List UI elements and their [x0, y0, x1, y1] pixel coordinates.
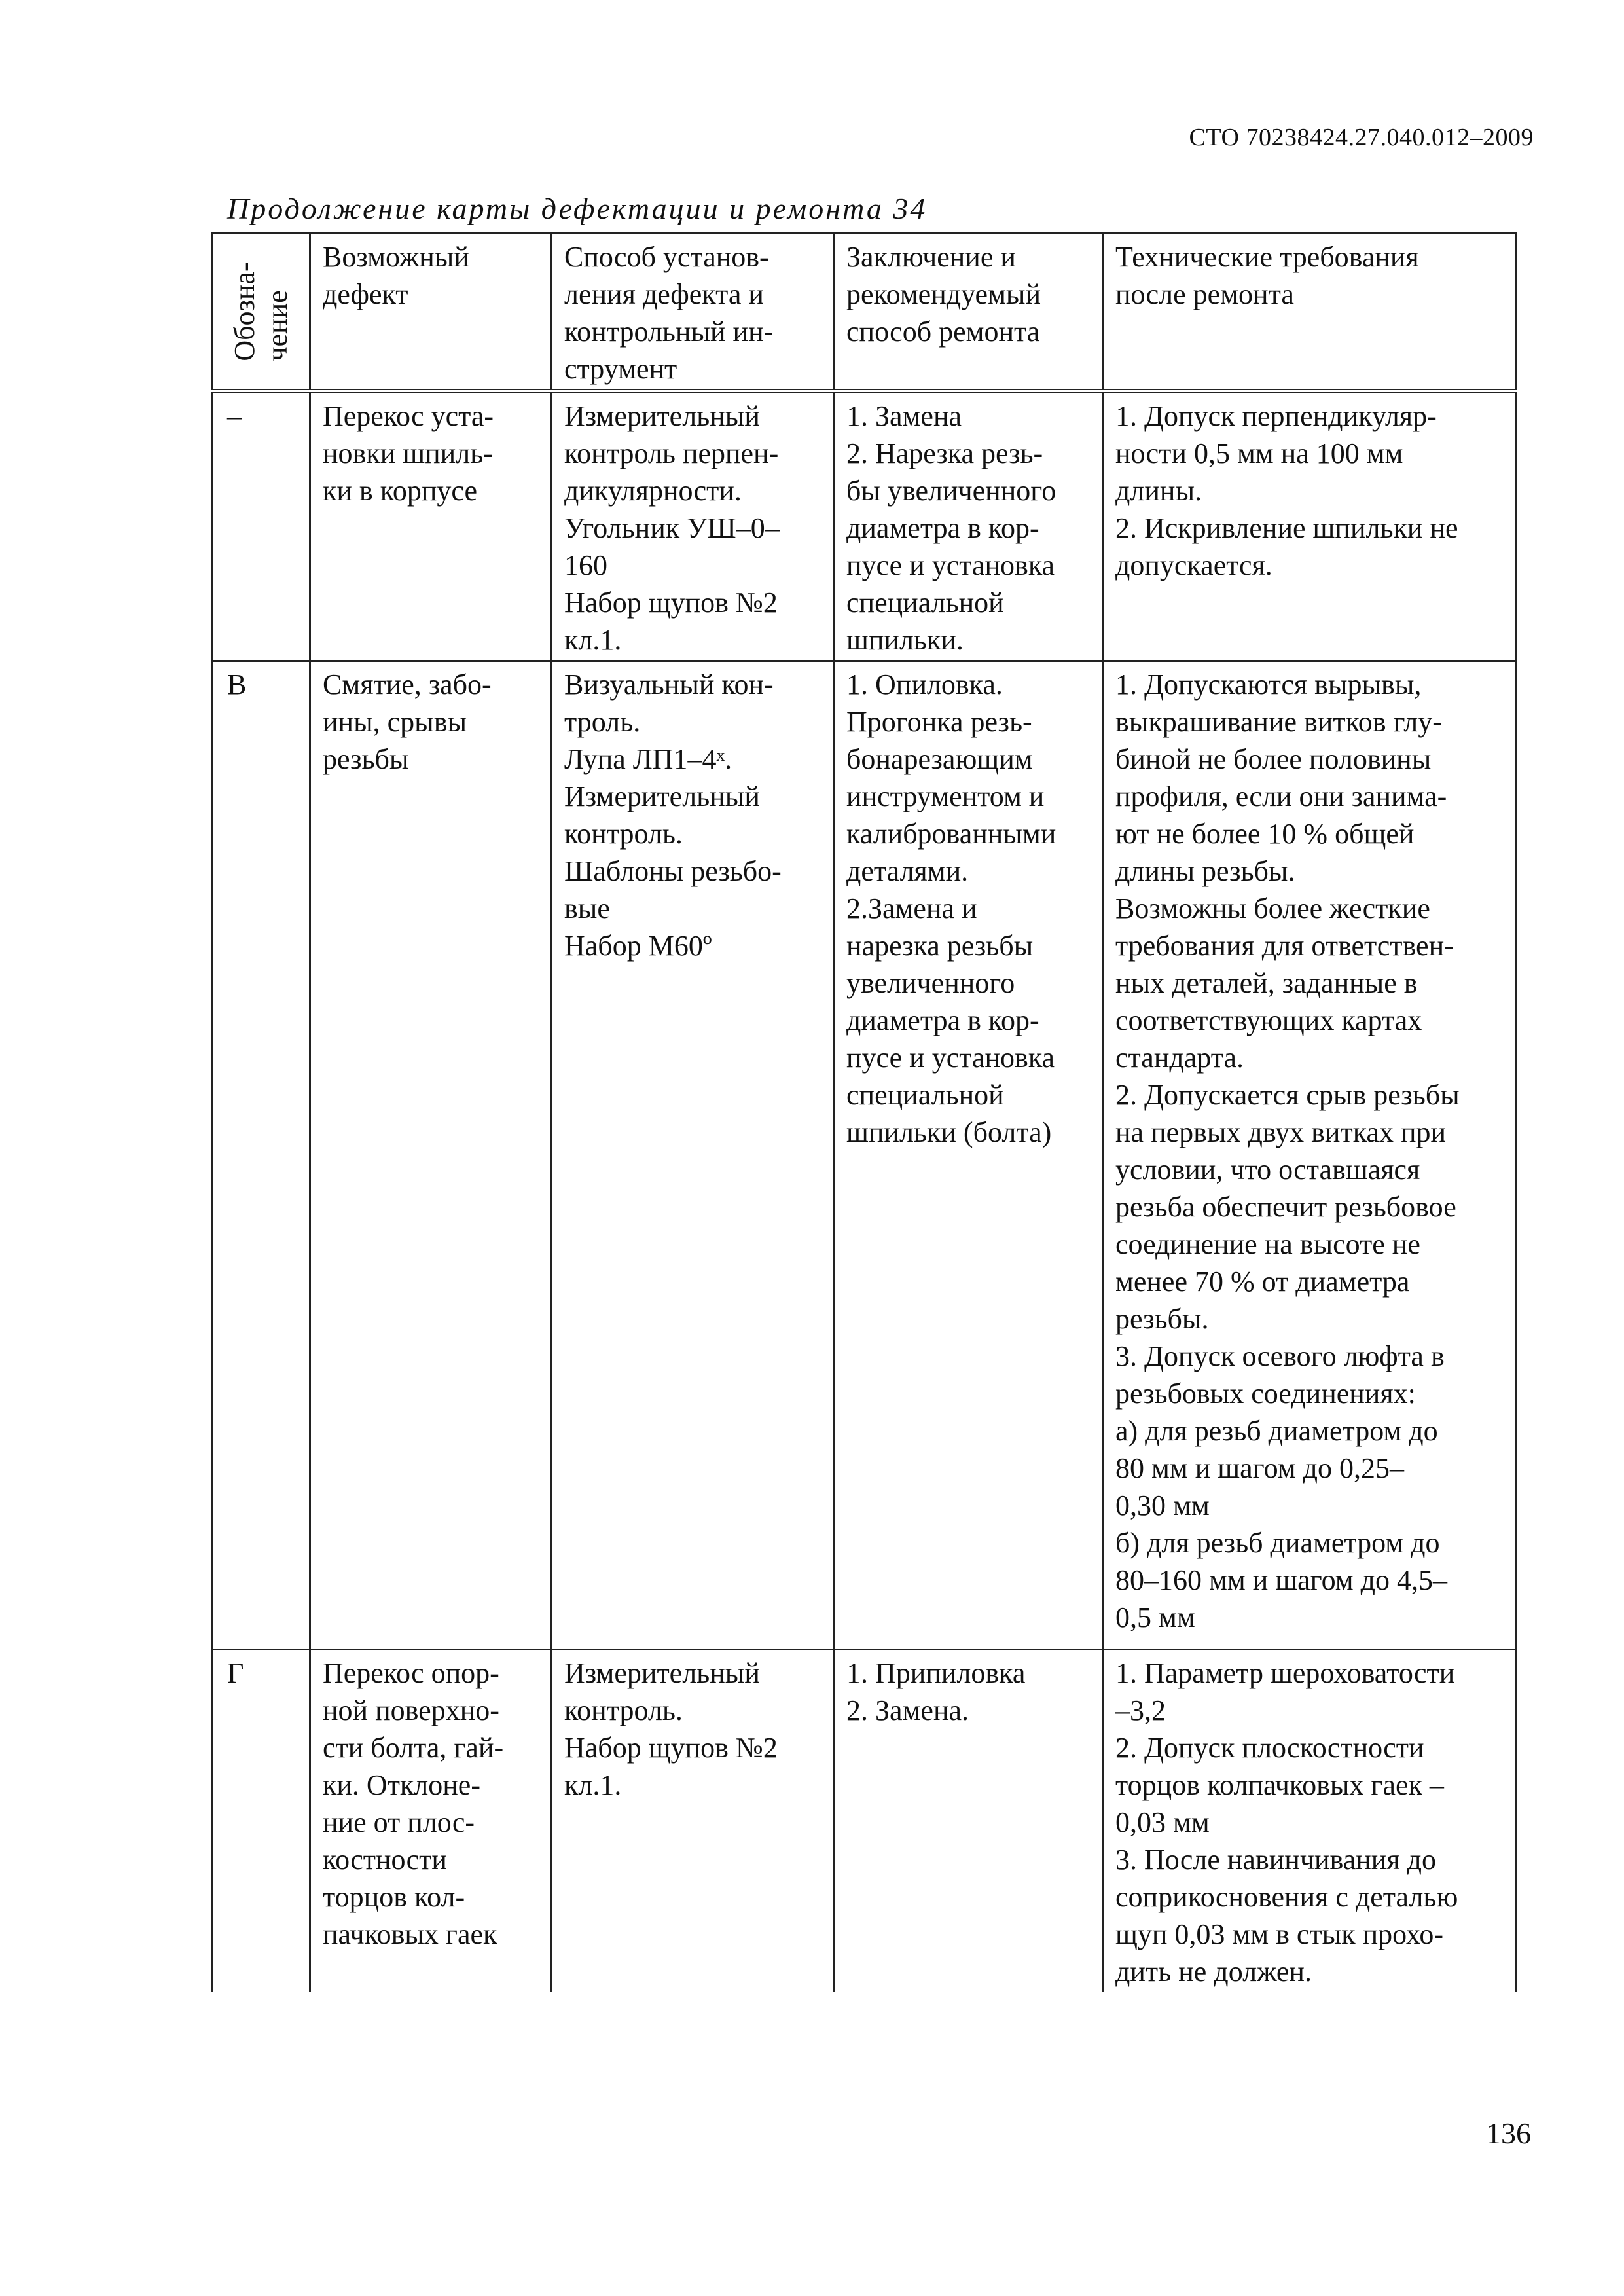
table-row: [212, 392, 1516, 661]
cell-method: Измерительный контроль перпен- дикулярности. Угольник УШ–0– 160 Набор щупов №2 кл.1.: [552, 392, 834, 661]
cell-repair: 1. Припиловка 2. Замена.: [834, 1650, 1103, 1992]
cell-code: –: [212, 392, 310, 661]
cell-repair: 1. Опиловка. Прогонка резь- бонарезающим инструментом и калиброванными деталями. 2.Замена и нарезка резьбы увеличенного диаметра в кор- пусе и установка специальной шпильки (болта): [834, 661, 1103, 1650]
column-header-method: Способ установ- ления дефекта и контрольный ин- струмент: [552, 234, 834, 392]
column-header-requirements: Технические требования после ремонта: [1103, 234, 1516, 392]
cell-requirements: 1. Допускаются вырывы, выкрашивание витков глу- биной не более половины профиля, если они занима- ют не более 10 % общей длины резьбы. Возможны более жесткие требования для ответствен- ных деталей, заданные в соответствующих картах стандарта. 2. Допускается срыв резьбы на первых двух витках при условии, что оставшаяся резьба обеспечит резьбовое соединение на высоте не менее 70 % от диаметра резьбы. 3. Допуск осевого люфта в резьбовых соединениях: а) для резьб диаметром до 80 мм и шагом до 0,25– 0,30 мм б) для резьб диаметром до 80–160 мм и шагом до 4,5– 0,5 мм: [1103, 661, 1516, 1650]
cell-requirements: 1. Параметр шероховатости –3,2 2. Допуск плоскостности торцов колпачковых гаек – 0,03 мм 3. После навинчивания до соприкосновения с деталью щуп 0,03 мм в стык прохо- дить не должен.: [1103, 1650, 1516, 1992]
column-header-code-label: Обозна- чение: [228, 262, 293, 361]
cell-code: Г: [212, 1650, 310, 1992]
column-header-code: [212, 234, 310, 392]
cell-method: Визуальный кон- троль. Лупа ЛП1–4ˣ. Измерительный контроль. Шаблоны резьбо- вые Набор М60º: [552, 661, 834, 1650]
cell-defect: Перекос уста- новки шпиль- ки в корпусе: [310, 392, 552, 661]
cell-method: Измерительный контроль. Набор щупов №2 кл.1.: [552, 1650, 834, 1992]
cell-code: В: [212, 661, 310, 1650]
cell-defect: Перекос опор- ной поверхно- сти болта, гай- ки. Отклоне- ние от плос- костности торцов кол- пачковых гаек: [310, 1650, 552, 1992]
cell-requirements: 1. Допуск перпендикуляр- ности 0,5 мм на 100 мм длины. 2. Искривление шпильки не допускается.: [1103, 392, 1516, 661]
document-code: СТО 70238424.27.040.012–2009: [1189, 124, 1534, 151]
defect-repair-table: [211, 232, 1517, 1992]
table-caption: Продолжение карты дефектации и ремонта 34: [227, 192, 928, 225]
table-row: [212, 1650, 1516, 1992]
column-header-defect: Возможный дефект: [310, 234, 552, 392]
table-header-row: [212, 234, 1516, 392]
column-header-repair: Заключение и рекомендуемый способ ремонта: [834, 234, 1103, 392]
cell-defect: Смятие, забо- ины, срывы резьбы: [310, 661, 552, 1650]
table-row: [212, 661, 1516, 1650]
cell-repair: 1. Замена 2. Нарезка резь- бы увеличенного диаметра в кор- пусе и установка специальной шпильки.: [834, 392, 1103, 661]
page-number: 136: [1486, 2117, 1531, 2150]
